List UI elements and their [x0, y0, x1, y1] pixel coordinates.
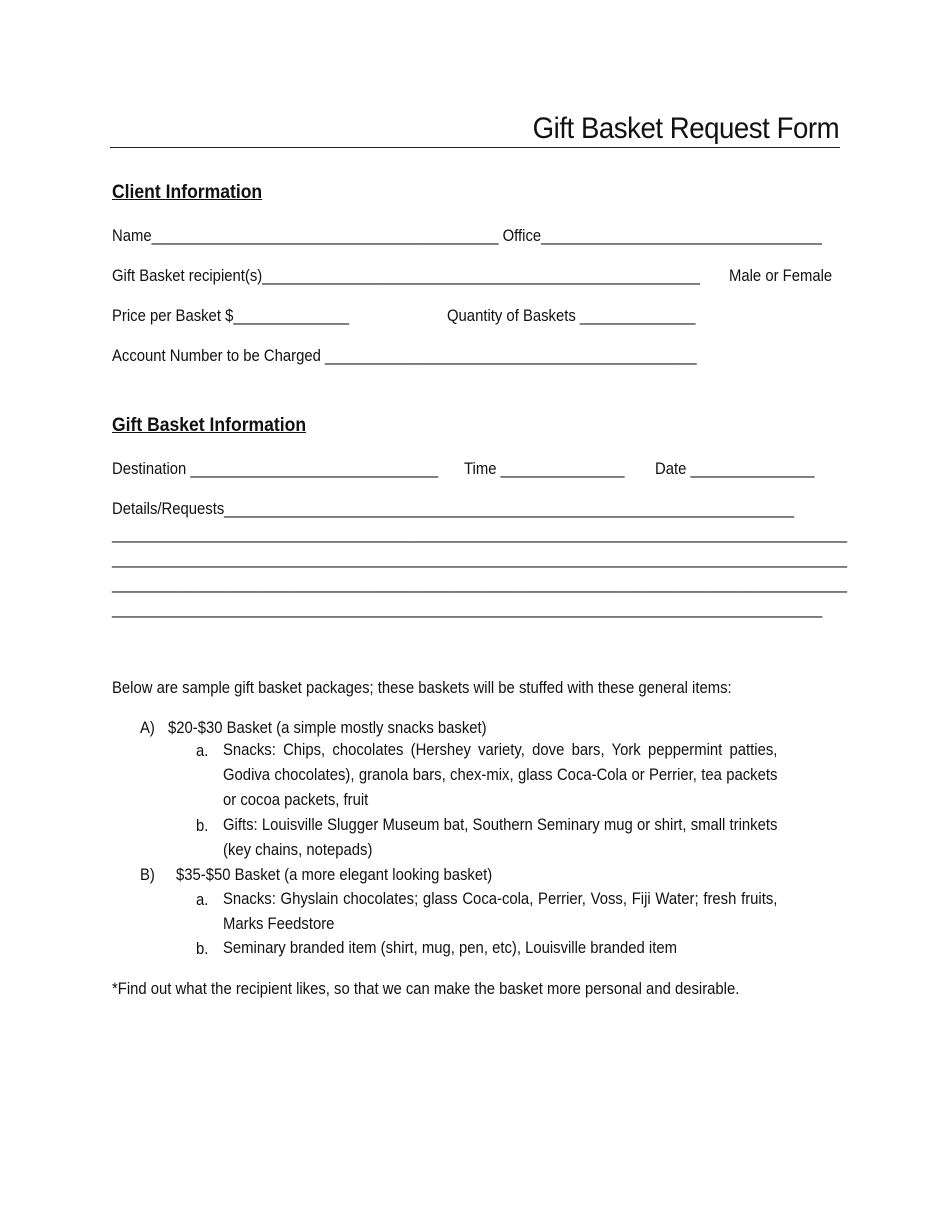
name-office-field[interactable]: Name__________________________________________ Office__________________________________: [112, 227, 822, 245]
packages-intro: Below are sample gift basket packages; these baskets will be stuffed with these general items:: [112, 679, 732, 697]
details-blank-line[interactable]: _________________________________________________________________________________________: [112, 550, 848, 568]
title-rule: [110, 147, 840, 148]
package-a-snacks: Snacks: Chips, chocolates (Hershey variety, dove bars, York peppermint patties, Godiva chocolates), granola bars, chex-mix, glass Coca-Cola or Perrier, tea packets or cocoa packets, fruit: [223, 741, 778, 809]
package-a-item-marker: b.: [196, 817, 209, 835]
details-blank-line[interactable]: ______________________________________________________________________________________: [112, 600, 823, 618]
recipient-field[interactable]: Gift Basket recipient(s)_____________________________________________________: [112, 267, 700, 285]
package-b-item-marker: a.: [196, 891, 209, 909]
details-blank-line[interactable]: _________________________________________________________________________________________: [112, 575, 848, 593]
package-a-marker: A): [140, 719, 155, 737]
package-b-snacks: Snacks: Ghyslain chocolates; glass Coca-cola, Perrier, Voss, Fiji Water; fresh fruits, Marks Feedstore: [223, 890, 778, 933]
details-blank-line[interactable]: _________________________________________________________________________________________: [112, 525, 848, 543]
quantity-field[interactable]: Quantity of Baskets ______________: [447, 307, 696, 325]
date-field[interactable]: Date _______________: [655, 460, 815, 478]
destination-field[interactable]: Destination ______________________________: [112, 460, 439, 478]
price-per-basket-field[interactable]: Price per Basket $______________: [112, 307, 349, 325]
package-b-item-marker: b.: [196, 940, 209, 958]
details-requests-field[interactable]: Details/Requests_____________________________________________________________________: [112, 500, 795, 518]
package-b-marker: B): [140, 866, 155, 884]
package-a-item-marker: a.: [196, 742, 209, 760]
package-a-gifts: Gifts: Louisville Slugger Museum bat, Southern Seminary mug or shirt, small trinkets (key chains, notepads): [223, 816, 778, 859]
footnote: *Find out what the recipient likes, so that we can make the basket more personal and desirable.: [112, 980, 740, 998]
package-a-title: $20-$30 Basket (a simple mostly snacks basket): [168, 719, 487, 737]
account-number-field[interactable]: Account Number to be Charged _____________________________________________: [112, 347, 697, 365]
form-title: Gift Basket Request Form: [532, 112, 839, 145]
package-b-title: $35-$50 Basket (a more elegant looking basket): [176, 866, 493, 884]
package-b-branded-items: Seminary branded item (shirt, mug, pen, etc), Louisville branded item: [223, 939, 677, 957]
gender-options[interactable]: Male or Female: [729, 267, 833, 285]
gift-basket-information-heading: Gift Basket Information: [112, 414, 307, 436]
time-field[interactable]: Time _______________: [464, 460, 625, 478]
client-information-heading: Client Information: [112, 181, 263, 203]
